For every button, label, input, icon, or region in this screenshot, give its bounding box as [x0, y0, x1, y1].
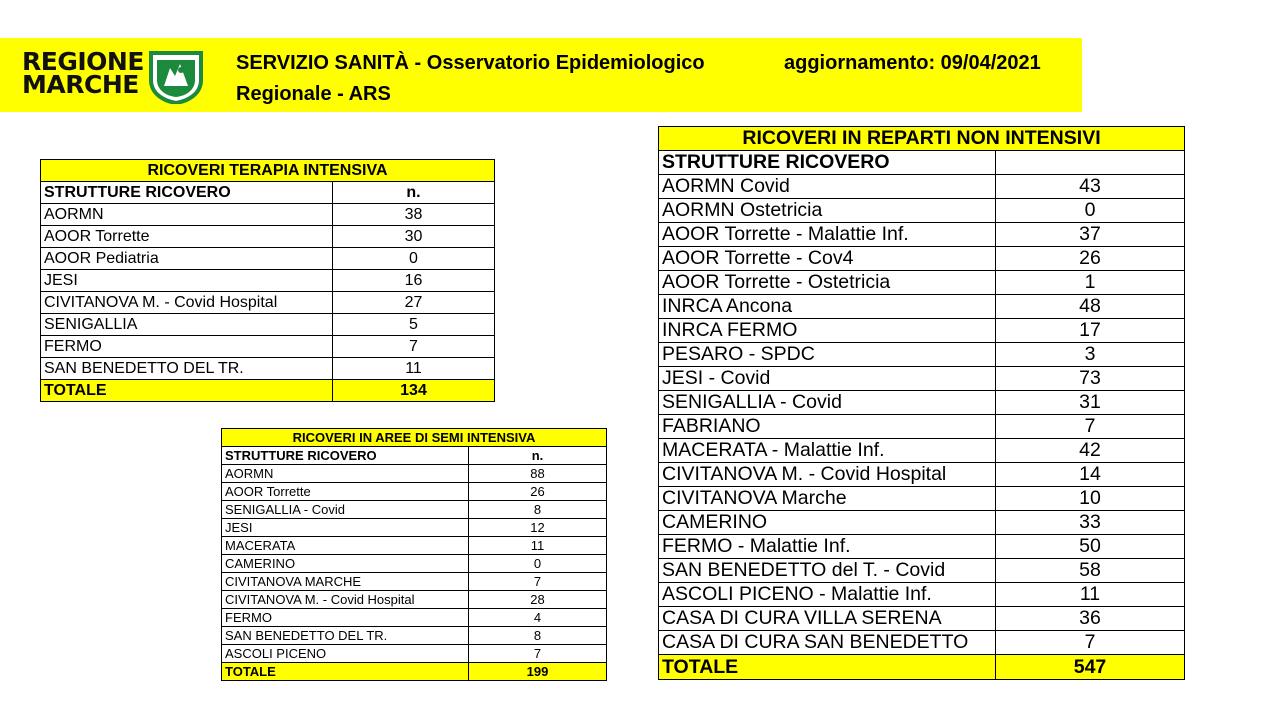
table-row [41, 292, 495, 314]
row-count: 10 [996, 487, 1185, 511]
header-banner [0, 38, 1082, 112]
table-row [659, 295, 1185, 319]
intensive-table-title: RICOVERI TERAPIA INTENSIVA [41, 160, 495, 182]
row-count: 48 [996, 295, 1185, 319]
row-structure-name: FERMO - Malattie Inf. [659, 535, 996, 559]
row-count: 58 [996, 559, 1185, 583]
table-row [659, 415, 1185, 439]
semi-rows [222, 465, 607, 663]
semi-table-title: RICOVERI IN AREE DI SEMI INTENSIVA [222, 429, 607, 447]
nonintensive-table-title: RICOVERI IN REPARTI NON INTENSIVI [659, 127, 1185, 151]
row-structure-name: JESI [41, 270, 333, 292]
row-count: 50 [996, 535, 1185, 559]
intensive-col-structure: STRUTTURE RICOVERO [41, 182, 333, 204]
update-date: aggiornamento: 09/04/2021 [784, 52, 1041, 74]
nonintensive-total-value: 547 [996, 655, 1185, 680]
regione-marche-logo [22, 47, 212, 102]
row-structure-name: SAN BENEDETTO DEL TR. [41, 358, 333, 380]
table-row [659, 367, 1185, 391]
row-structure-name: INRCA Ancona [659, 295, 996, 319]
table-row [659, 631, 1185, 655]
row-count: 7 [469, 645, 607, 663]
row-structure-name: MACERATA [222, 537, 469, 555]
table-row [41, 204, 495, 226]
table-row [41, 358, 495, 380]
row-count: 30 [333, 226, 495, 248]
table-row [222, 591, 607, 609]
row-structure-name: SENIGALLIA - Covid [659, 391, 996, 415]
row-count: 4 [469, 609, 607, 627]
intensive-col-count: n. [333, 182, 495, 204]
row-structure-name: FABRIANO [659, 415, 996, 439]
table-row [659, 607, 1185, 631]
table-row [222, 645, 607, 663]
row-count: 14 [996, 463, 1185, 487]
table-row [659, 271, 1185, 295]
nonintensive-rows [659, 175, 1185, 655]
logo-line-1: REGIONE [22, 47, 144, 76]
row-count: 12 [469, 519, 607, 537]
intensive-care-table [40, 159, 495, 402]
row-count: 37 [996, 223, 1185, 247]
row-structure-name: CASA DI CURA SAN BENEDETTO [659, 631, 996, 655]
table-row [222, 537, 607, 555]
table-row [41, 336, 495, 358]
row-structure-name: SAN BENEDETTO DEL TR. [222, 627, 469, 645]
row-count: 0 [996, 199, 1185, 223]
intensive-rows [41, 204, 495, 380]
table-row [41, 314, 495, 336]
table-row [659, 319, 1185, 343]
table-row [41, 226, 495, 248]
row-count: 11 [469, 537, 607, 555]
row-structure-name: AOOR Torrette [41, 226, 333, 248]
row-structure-name: AOOR Torrette - Ostetricia [659, 271, 996, 295]
row-structure-name: CIVITANOVA M. - Covid Hospital [41, 292, 333, 314]
table-row [659, 223, 1185, 247]
row-structure-name: INRCA FERMO [659, 319, 996, 343]
table-row [659, 175, 1185, 199]
row-count: 7 [996, 415, 1185, 439]
row-count: 28 [469, 591, 607, 609]
row-count: 16 [333, 270, 495, 292]
row-count: 11 [996, 583, 1185, 607]
table-row [41, 248, 495, 270]
regione-marche-emblem-icon [148, 50, 204, 104]
row-structure-name: CIVITANOVA M. - Covid Hospital [659, 463, 996, 487]
table-row [659, 511, 1185, 535]
table-row [41, 270, 495, 292]
row-structure-name: JESI [222, 519, 469, 537]
row-structure-name: SAN BENEDETTO del T. - Covid [659, 559, 996, 583]
nonintensive-total-label: TOTALE [659, 655, 996, 680]
row-count: 7 [469, 573, 607, 591]
table-row [222, 483, 607, 501]
row-count: 17 [996, 319, 1185, 343]
table-row [659, 391, 1185, 415]
table-row [659, 199, 1185, 223]
row-structure-name: JESI - Covid [659, 367, 996, 391]
table-row [659, 439, 1185, 463]
row-structure-name: AORMN [222, 465, 469, 483]
row-count: 8 [469, 501, 607, 519]
row-count: 11 [333, 358, 495, 380]
row-structure-name: MACERATA - Malattie Inf. [659, 439, 996, 463]
semi-col-structure: STRUTTURE RICOVERO [222, 447, 469, 465]
row-count: 33 [996, 511, 1185, 535]
row-structure-name: CASA DI CURA VILLA SERENA [659, 607, 996, 631]
row-structure-name: FERMO [222, 609, 469, 627]
row-structure-name: AORMN [41, 204, 333, 226]
row-count: 3 [996, 343, 1185, 367]
row-structure-name: CIVITANOVA MARCHE [222, 573, 469, 591]
row-structure-name: CIVITANOVA M. - Covid Hospital [222, 591, 469, 609]
row-structure-name: ASCOLI PICENO [222, 645, 469, 663]
banner-title [236, 48, 705, 110]
non-intensive-table [658, 126, 1185, 680]
row-count: 0 [469, 555, 607, 573]
row-count: 26 [469, 483, 607, 501]
row-structure-name: CIVITANOVA Marche [659, 487, 996, 511]
row-structure-name: SENIGALLIA [41, 314, 333, 336]
row-count: 27 [333, 292, 495, 314]
row-structure-name: FERMO [41, 336, 333, 358]
logo-line-2: MARCHE [22, 70, 139, 99]
row-structure-name: AORMN Ostetricia [659, 199, 996, 223]
row-structure-name: AOOR Torrette - Cov4 [659, 247, 996, 271]
table-row [659, 583, 1185, 607]
nonintensive-col-count [996, 151, 1185, 175]
row-count: 73 [996, 367, 1185, 391]
row-count: 26 [996, 247, 1185, 271]
table-row [222, 555, 607, 573]
row-count: 43 [996, 175, 1185, 199]
row-structure-name: CAMERINO [222, 555, 469, 573]
banner-title-line-2: Regionale - ARS [236, 83, 391, 105]
nonintensive-col-structure: STRUTTURE RICOVERO [659, 151, 996, 175]
row-structure-name: CAMERINO [659, 511, 996, 535]
row-structure-name: AOOR Pediatria [41, 248, 333, 270]
row-count: 5 [333, 314, 495, 336]
row-count: 0 [333, 248, 495, 270]
table-row [659, 343, 1185, 367]
logo-wordmark [22, 47, 144, 99]
table-row [659, 535, 1185, 559]
table-row [659, 463, 1185, 487]
row-count: 1 [996, 271, 1185, 295]
row-structure-name: AORMN Covid [659, 175, 996, 199]
row-count: 31 [996, 391, 1185, 415]
table-row [222, 519, 607, 537]
row-structure-name: PESARO - SPDC [659, 343, 996, 367]
row-count: 42 [996, 439, 1185, 463]
row-count: 88 [469, 465, 607, 483]
table-row [659, 487, 1185, 511]
semi-intensive-table [221, 428, 607, 681]
row-structure-name: AOOR Torrette - Malattie Inf. [659, 223, 996, 247]
row-count: 36 [996, 607, 1185, 631]
row-count: 7 [333, 336, 495, 358]
table-row [222, 609, 607, 627]
table-row [222, 465, 607, 483]
row-count: 38 [333, 204, 495, 226]
table-row [659, 247, 1185, 271]
intensive-total-value: 134 [333, 380, 495, 402]
table-row [222, 573, 607, 591]
banner-title-line-1: SERVIZIO SANITÀ - Osservatorio Epidemiologico [236, 52, 705, 74]
semi-total-value: 199 [469, 663, 607, 681]
row-structure-name: AOOR Torrette [222, 483, 469, 501]
row-count: 8 [469, 627, 607, 645]
table-row [659, 559, 1185, 583]
intensive-total-label: TOTALE [41, 380, 333, 402]
semi-col-count: n. [469, 447, 607, 465]
row-structure-name: ASCOLI PICENO - Malattie Inf. [659, 583, 996, 607]
table-row [222, 627, 607, 645]
row-structure-name: SENIGALLIA - Covid [222, 501, 469, 519]
table-row [222, 501, 607, 519]
semi-total-label: TOTALE [222, 663, 469, 681]
row-count: 7 [996, 631, 1185, 655]
